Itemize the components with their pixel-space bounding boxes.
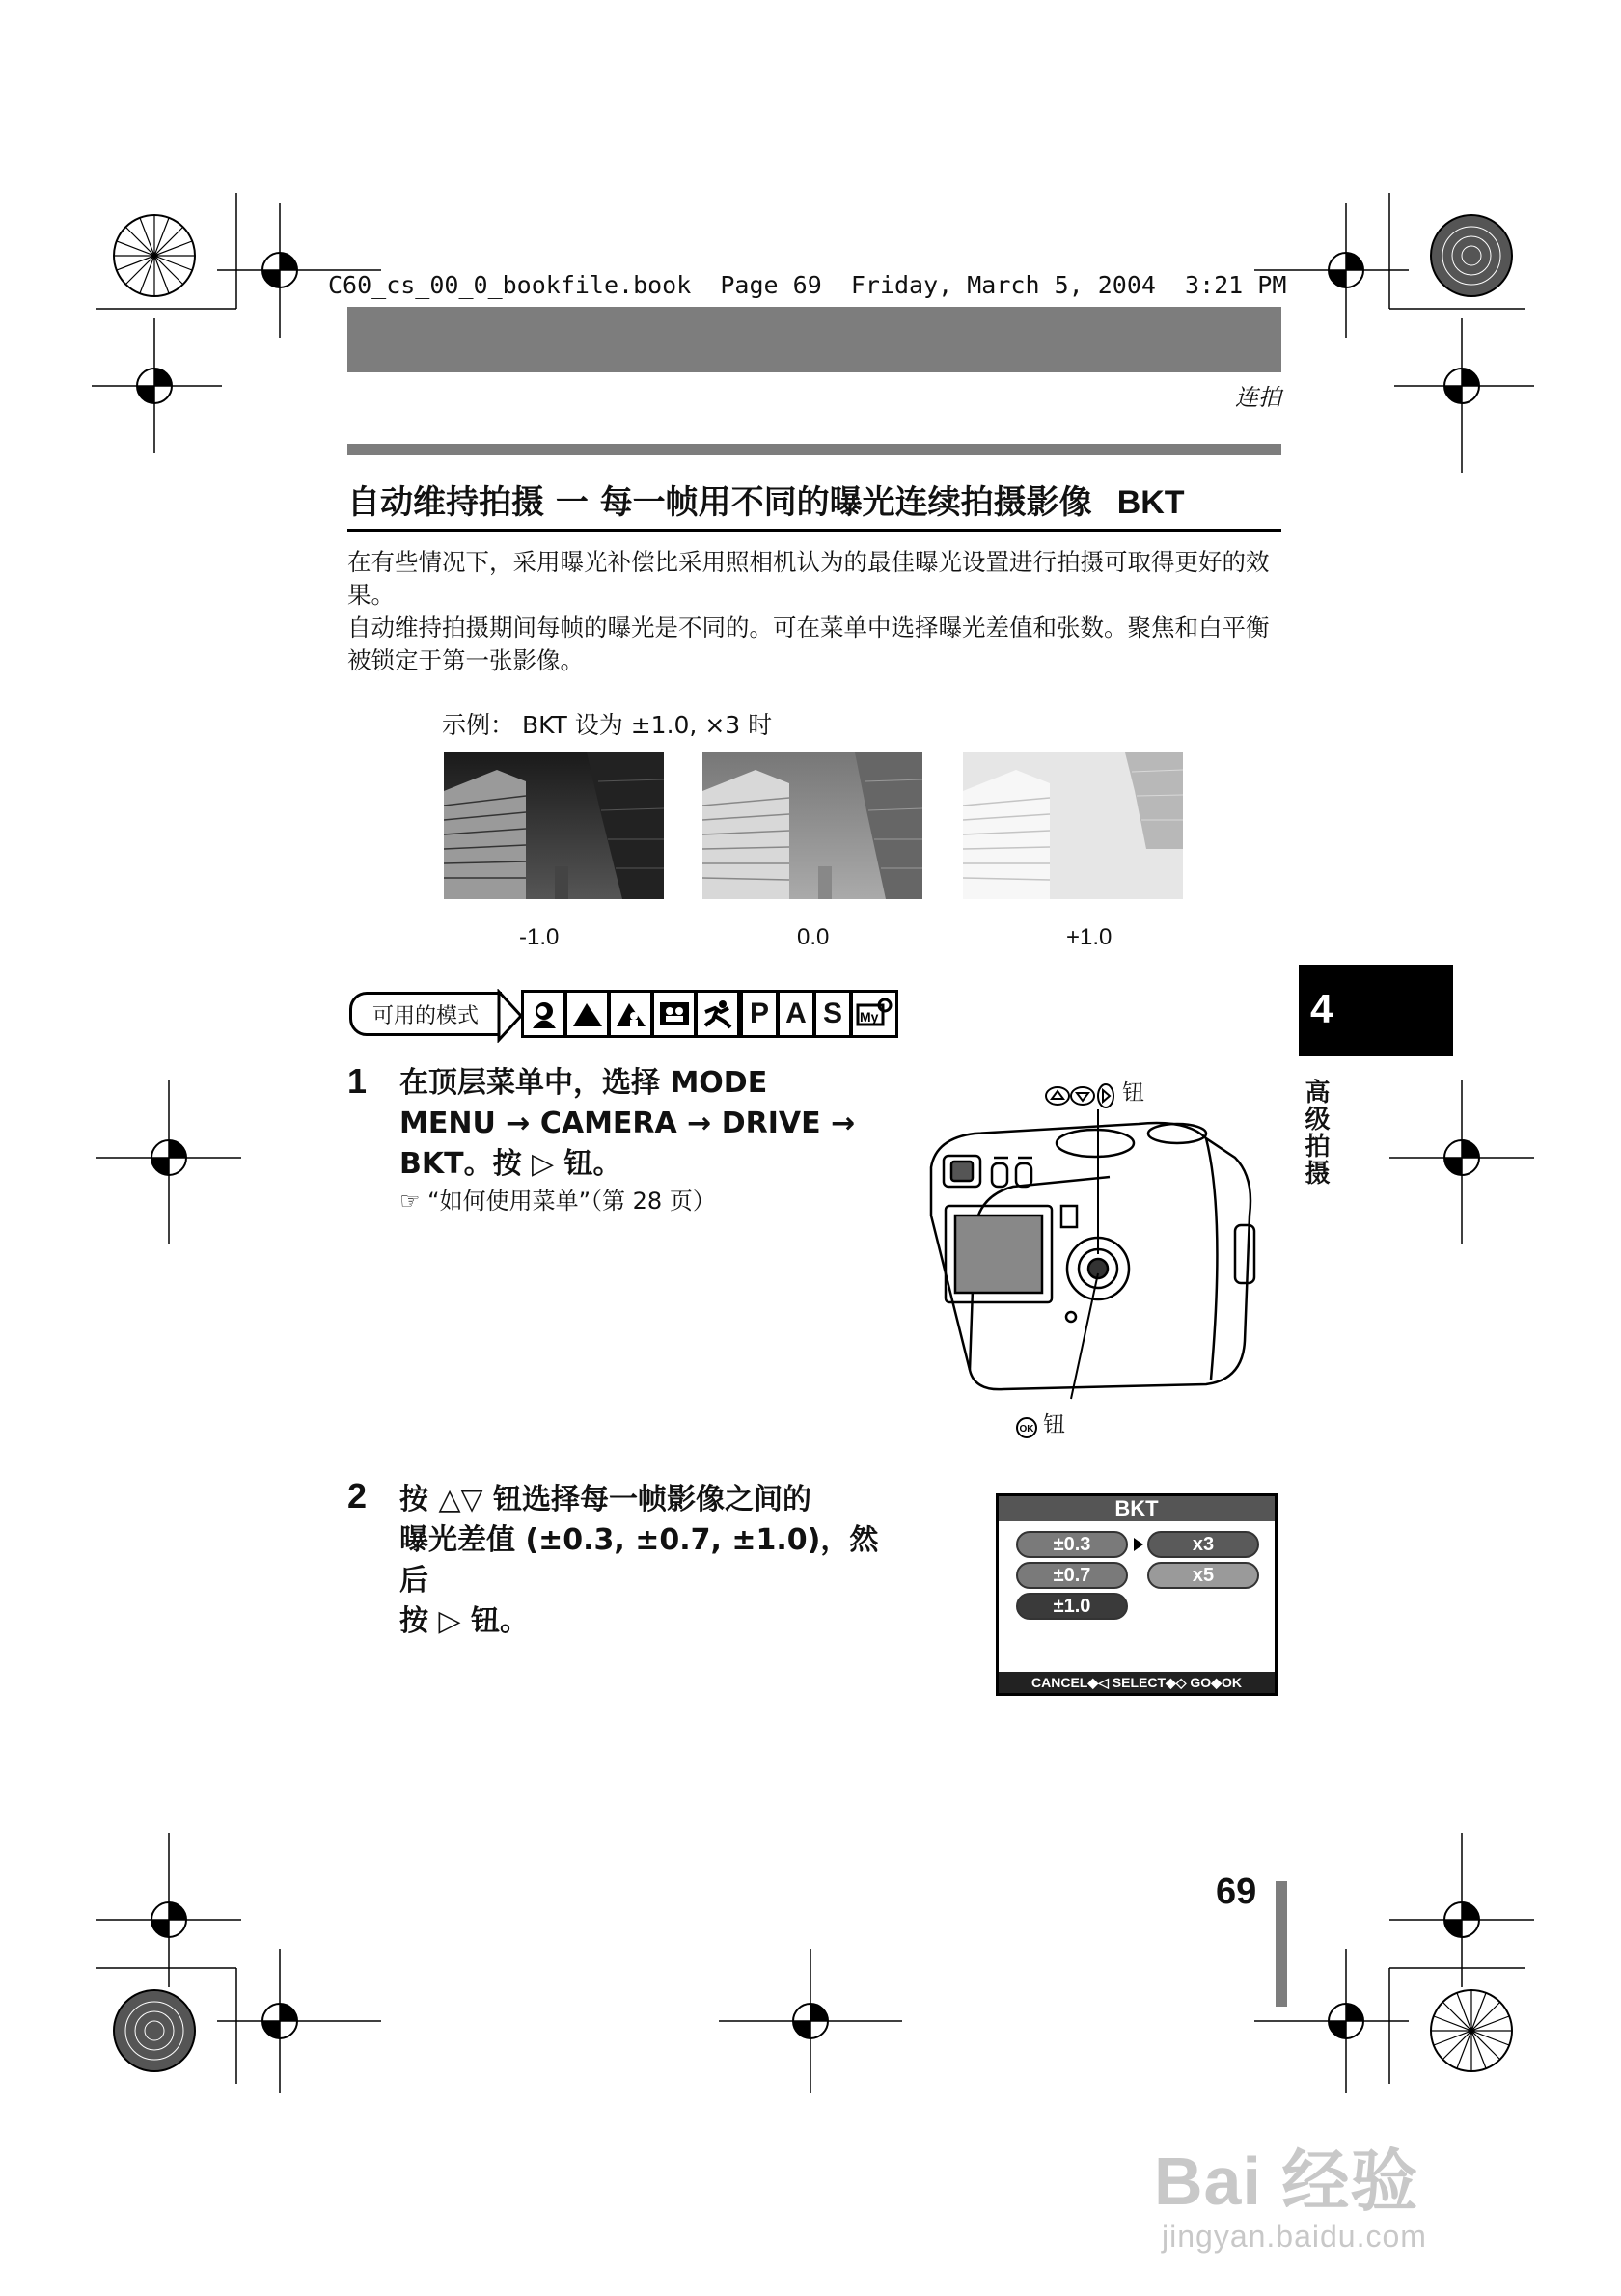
title-suffix: BKT [1116, 484, 1185, 521]
title-rule [347, 529, 1281, 532]
bkt-option-1-0[interactable]: ±1.0 [1016, 1593, 1128, 1620]
step-2-number: 2 [347, 1476, 368, 1516]
svg-text:OK: OK [1019, 1423, 1034, 1435]
building-photo-bright [963, 752, 1183, 899]
header-band [347, 307, 1281, 372]
ok-button-label: 钮 [1043, 1412, 1066, 1437]
chapter-number: 4 [1310, 986, 1333, 1031]
intro-paragraph-2: 自动维持拍摄期间每帧的曝光是不同的。可在菜单中选择曝光差值和张数。聚焦和白平衡被锁定于第一张影像。 [347, 614, 1270, 674]
my-mode-icon [850, 990, 898, 1038]
example-label-minus: -1.0 [519, 924, 560, 950]
example-label-plus: +1.0 [1066, 924, 1113, 950]
bkt-option-0-3[interactable]: ±0.3 [1016, 1531, 1128, 1558]
chapter-title: 高级拍摄 [1301, 1079, 1330, 1187]
file-header: C60_cs_00_0_bookfile.book Page 69 Friday, March 5, 2004 3:21 PM [328, 271, 1287, 299]
watermark-main: Bai 经验 [1154, 2144, 1419, 2219]
bkt-option-0-7[interactable]: ±0.7 [1016, 1562, 1128, 1589]
baidu-watermark [1154, 2127, 1427, 2255]
available-modes-label: 可用的模式 [349, 992, 502, 1036]
watermark-url: jingyan.baidu.com [1162, 2219, 1427, 2254]
title-main: 自动维持拍摄 一 每一帧用不同的曝光连续拍摄影像 [347, 483, 1092, 522]
bkt-menu-title: BKT [999, 1496, 1275, 1521]
step-1-reference [399, 1185, 901, 1217]
step-1-reference-text: “如何使用菜单”（第 28 页） [427, 1188, 716, 1215]
section-tag: 连拍 [1235, 384, 1281, 411]
example-photo-minus [444, 752, 664, 899]
mode-p: P [740, 990, 779, 1038]
building-photo-normal [702, 752, 922, 899]
camera-illustration [917, 1100, 1293, 1408]
step-1-line-2: MENU → CAMERA → DRIVE → [399, 1107, 856, 1140]
ok-button-callout [1015, 1407, 1065, 1439]
bkt-menu-screen [996, 1493, 1278, 1696]
mode-s: S [813, 990, 852, 1038]
page-number-bar [1276, 1881, 1287, 2007]
ok-button-icon [1015, 1416, 1038, 1439]
arrow-buttons-label: 钮 [1122, 1080, 1145, 1106]
reference-icon: ☞ [399, 1188, 421, 1215]
intro-text [347, 546, 1283, 677]
step-2-line-1: 按 △▽ 钮选择每一帧影像之间的 [399, 1483, 812, 1517]
bkt-count-x3[interactable]: x3 [1147, 1531, 1259, 1558]
step-1-text [399, 1063, 901, 1217]
step-1-line-1: 在顶层菜单中，选择 MODE [399, 1066, 768, 1100]
night-scene-icon [651, 990, 697, 1038]
page-number: 69 [1216, 1872, 1257, 1912]
example-photo-zero [702, 752, 922, 899]
example-photo-plus [963, 752, 1183, 899]
intro-paragraph-1: 在有些情况下，采用曝光补偿比采用照相机认为的最佳曝光设置进行拍摄可取得更好的效果。 [347, 548, 1270, 609]
example-label-zero: 0.0 [797, 924, 830, 950]
svg-text:My: My [860, 1009, 879, 1025]
step-2-text [399, 1480, 901, 1642]
bkt-count-x5[interactable]: x5 [1147, 1562, 1259, 1589]
title-bar [347, 444, 1281, 455]
bkt-menu-footer: CANCEL◆◁ SELECT◆◇ GO◆OK [999, 1672, 1275, 1693]
step-2-line-2: 曝光差值 (±0.3, ±0.7, ±1.0)，然后 [399, 1523, 879, 1598]
sports-icon [695, 990, 740, 1038]
submenu-arrow-icon [1133, 1537, 1144, 1552]
building-photo-dark [444, 752, 664, 899]
step-1-line-3: BKT。按 ▷ 钮。 [399, 1147, 622, 1181]
step-1-number: 1 [347, 1061, 368, 1101]
mode-a: A [777, 990, 815, 1038]
example-caption: 示例： BKT 设为 ±1.0, ×3 时 [442, 711, 773, 739]
step-2-line-3: 按 ▷ 钮。 [399, 1604, 529, 1638]
portrait-icon [521, 990, 566, 1038]
page-title [347, 476, 1281, 523]
landscape-portrait-icon [608, 990, 653, 1038]
landscape-icon [564, 990, 610, 1038]
